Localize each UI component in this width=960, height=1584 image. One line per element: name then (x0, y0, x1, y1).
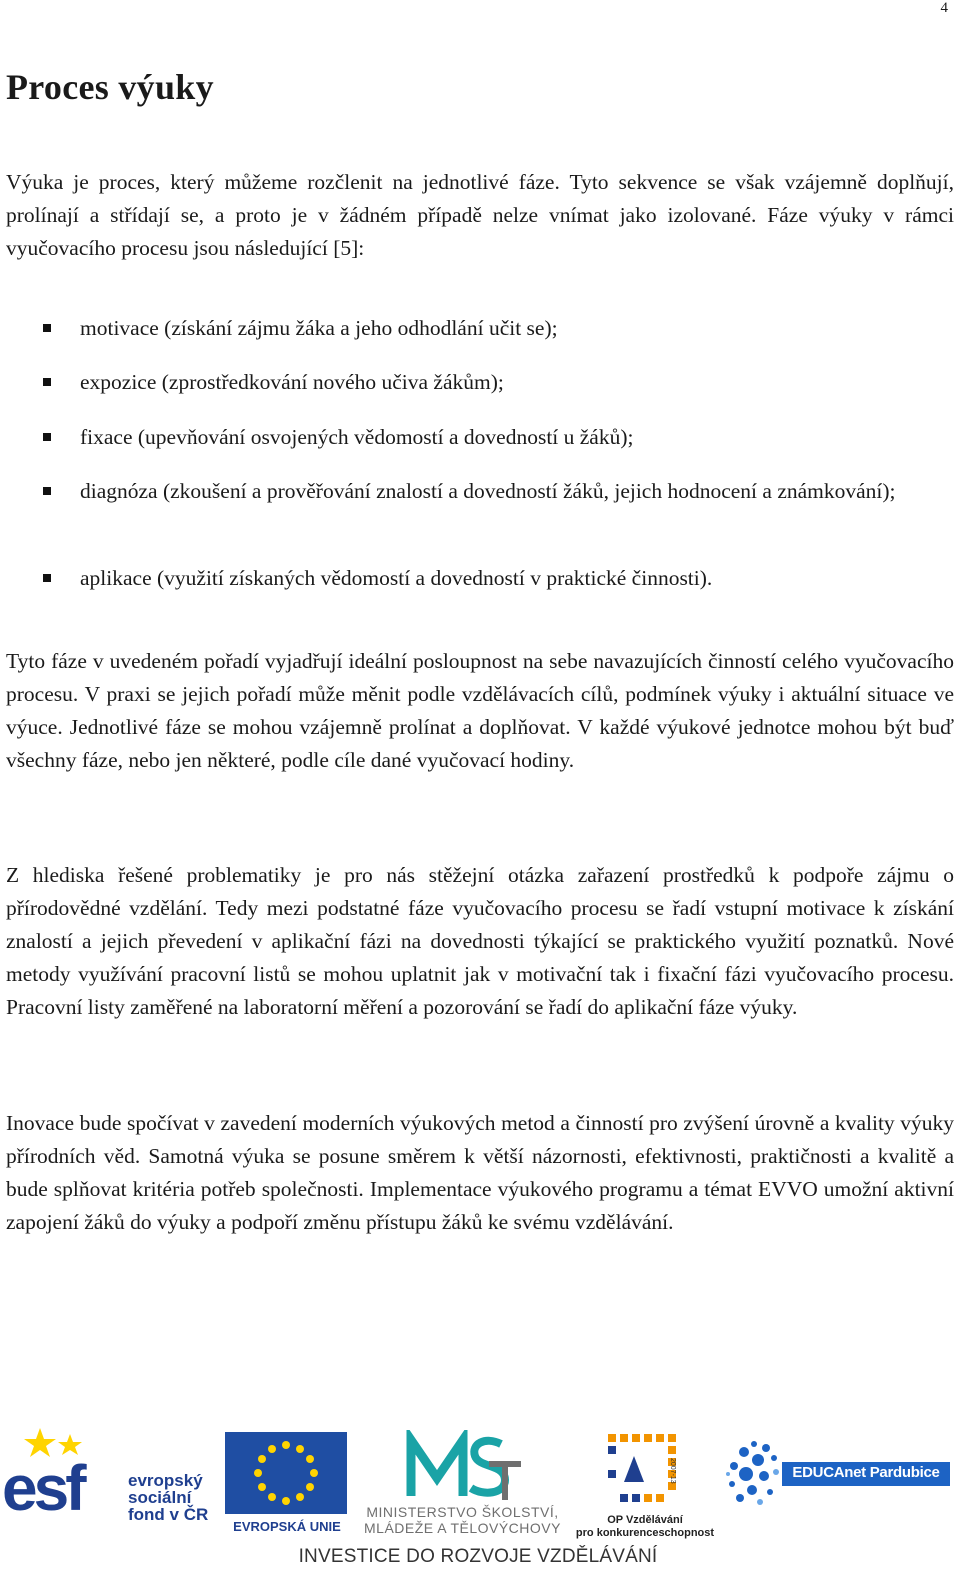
eu-flag-icon (225, 1432, 347, 1514)
op-label (570, 1514, 720, 1540)
educanet-dots (724, 1438, 784, 1508)
op-years: 2007-13 (669, 1458, 676, 1484)
page-number: 4 (940, 0, 948, 16)
msmt-label (355, 1504, 570, 1536)
msmt-label-line-1: MINISTERSTVO ŠKOLSTVÍ, (366, 1504, 559, 1520)
list-item-text: aplikace (využití získaných vědomostí a dovedností v praktické činnosti). (80, 566, 713, 590)
esf-mark-icon (0, 1420, 130, 1520)
list-item-text: diagnóza (zkoušení a prověřování znalostí a dovedností žáků, jejich hodnocení a známkování); (80, 479, 896, 503)
msmt-mark-icon (405, 1430, 525, 1502)
msmt-logo (405, 1430, 525, 1502)
footer-logos (0, 1420, 960, 1584)
list-item-text: expozice (zprostředkování nového učiva žákům); (80, 370, 504, 394)
op-label-line-2: pro konkurenceschopnost (575, 1527, 715, 1539)
educanet-banner (782, 1462, 950, 1486)
paragraph-problem: Z hlediska řešené problematiky je pro nás stěžejní otázka zařazení prostředků k podpoře zájmu o přírodovědné vzdělání. Tedy mezi podstatné fáze vyučovacího procesu se řadí vstupní motivace k získání znalostí a jejich převedení v aplikační fázi na dovednosti týkající se praktického využití poznatků. Nové metody využívání pracovní listů se mohou uplatnit jak v motivační tak i fixační fázi vyučovacího procesu. Pracovní listy zaměřené na laboratorní měření a pozorování se řadí do aplikační fáze výuky. (6, 863, 954, 1019)
esf-logo (0, 1420, 130, 1520)
footer-slogan: INVESTICE DO ROZVOJE VZDĚLÁVÁNÍ (298, 1546, 658, 1567)
square-bullet-icon (43, 574, 51, 582)
educanet-label: EDUCAnet Pardubice (792, 1464, 940, 1481)
list-item-text: motivace (získání zájmu žáka a jeho odhodlání učit se); (80, 316, 558, 340)
page-title: Proces výuky (6, 67, 214, 107)
op-label-line-1: OP Vzdělávání (607, 1514, 683, 1526)
esf-mark-text: esf (2, 1452, 83, 1520)
list-item-text: fixace (upevňování osvojených vědomostí a dovedností u žáků); (80, 425, 634, 449)
square-bullet-icon (43, 433, 51, 441)
paragraph-order: Tyto fáze v uvedeném pořadí vyjadřují ideální posloupnost na sebe navazujících činností celého vyučovacího procesu. V praxi se jejich pořadí může měnit podle vzdělávacích cílů, podmínek výuky i aktuální situace ve výuce. Jednotlivé fáze se mohou vzájemně prolínat a doplňovat. V každé výukové jednotce mohou být buď všechny fáze, nebo jen některé, podle cíle dané vyučovací hodiny. (6, 649, 954, 772)
esf-label: evropský sociální fond v ČR (128, 1471, 209, 1524)
eu-flag (225, 1432, 347, 1514)
square-bullet-icon (43, 324, 51, 332)
eu-label: EVROPSKÁ UNIE (233, 1519, 341, 1534)
intro-paragraph: Výuka je proces, který můžeme rozčlenit na jednotlivé fáze. Tyto sekvence se však vzájemně doplňují, prolínají a střídají se, a proto je v žádném případě nelze vnímat jako izolované. Fáze výuky v rámci vyučovacího procesu jsou následující [5]: (6, 170, 954, 260)
educanet-dots-icon (724, 1438, 784, 1508)
paragraph-innovation: Inovace bude spočívat v zavedení moderních výukových metod a činností pro zvýšení úrovně a kvality výuky přírodních věd. Samotná výuka se posune směrem k větší názornosti, efektivnosti, praktičnosti a kvalitě a bude splňovat kritéria potřeb společnosti. Implementace výukového programu a témat EVVO umožní aktivní zapojení žáků do výuky a podpoří změnu přístupu žáků ke svému vzdělávání. (6, 1111, 954, 1234)
square-bullet-icon (43, 378, 51, 386)
square-bullet-icon (43, 487, 51, 495)
msmt-label-line-2: MLÁDEŽE A TĚLOVÝCHOVY (364, 1520, 561, 1536)
